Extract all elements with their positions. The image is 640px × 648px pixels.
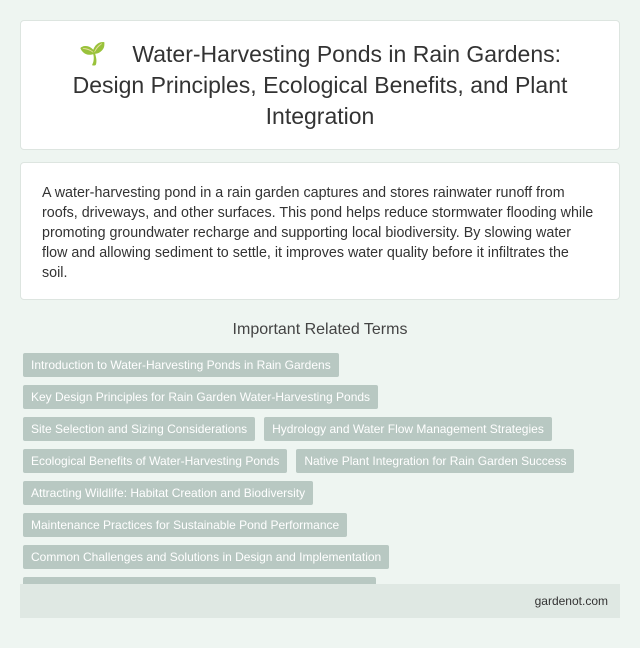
term-chip[interactable]: Ecological Benefits of Water-Harvesting Ponds <box>23 449 287 473</box>
footer-site-name: gardenot.com <box>534 594 608 608</box>
description-text: A water-harvesting pond in a rain garden captures and stores rainwater runoff from roofs, driveways, and other surfaces. This pond helps reduce stormwater flooding while promoting groundwater recharge and supporting local biodiversity. By slowing water flow and allowing sediment to settle, it improves water quality before it infiltrates the soil. <box>42 185 594 281</box>
related-terms-list <box>23 353 619 609</box>
description-card <box>20 162 620 300</box>
related-terms-heading: Important Related Terms <box>232 321 408 338</box>
term-chip[interactable]: Introduction to Water-Harvesting Ponds in Rain Gardens <box>23 353 339 377</box>
term-chip[interactable]: Key Design Principles for Rain Garden Water-Harvesting Ponds <box>23 385 378 409</box>
page-title-text: Water-Harvesting Ponds in Rain Gardens: Design Principles, Ecological Benefits, and Plant Integration <box>72 41 568 129</box>
footer <box>20 584 620 618</box>
term-chip[interactable]: Attracting Wildlife: Habitat Creation and Biodiversity <box>23 481 313 505</box>
term-chip[interactable]: Common Challenges and Solutions in Design and Implementation <box>23 545 389 569</box>
title-card <box>20 20 620 150</box>
term-chip[interactable]: Native Plant Integration for Rain Garden Success <box>296 449 574 473</box>
seedling-icon: 🌱 <box>78 41 107 66</box>
term-chip[interactable]: Site Selection and Sizing Considerations <box>23 417 255 441</box>
page-title <box>55 38 585 132</box>
term-chip[interactable]: Maintenance Practices for Sustainable Pond Performance <box>23 513 347 537</box>
term-chip[interactable]: Hydrology and Water Flow Management Strategies <box>264 417 552 441</box>
